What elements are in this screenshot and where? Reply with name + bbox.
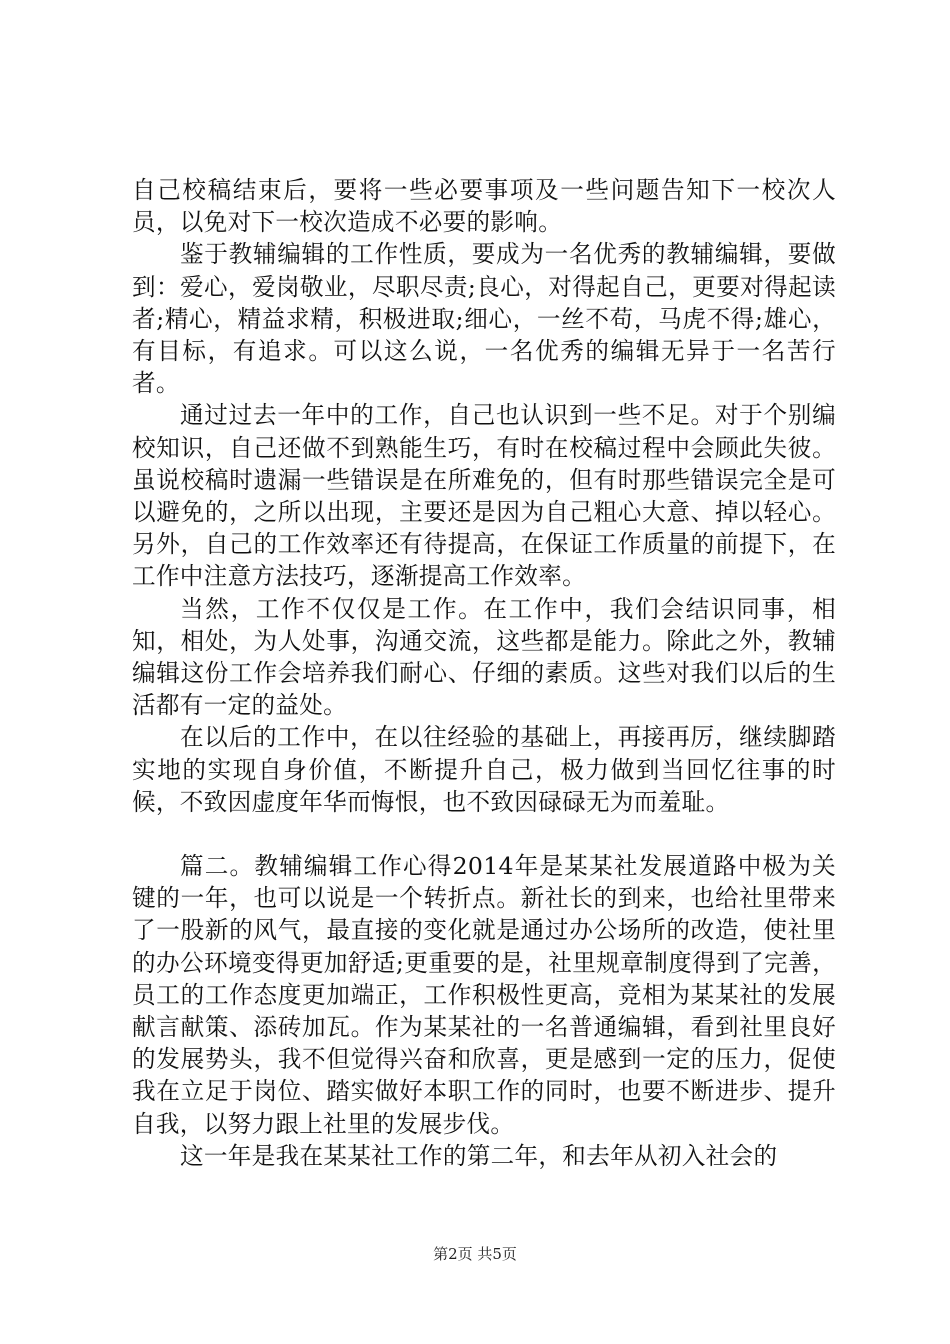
document-body (132, 174, 836, 1172)
paragraph: 在以后的工作中，在以往经验的基础上，再接再厉，继续脚踏实地的实现自身价值，不断提升自己，极力做到当回忆往事的时候，不致因虚度年华而悔恨，也不致因碌碌无为而羞耻。 (132, 723, 836, 816)
paragraph: 通过过去一年中的工作，自己也认识到一些不足。对于个别编校知识，自己还做不到熟能生巧，有时在校稿过程中会顾此失彼。虽说校稿时遗漏一些错误是在所难免的，但有时那些错误完全是可以避免的，之所以出现，主要还是因为自己粗心大意、掉以轻心。另外，自己的工作效率还有待提高，在保证工作质量的前提下，在工作中注意方法技巧，逐渐提高工作效率。 (132, 401, 836, 591)
paragraph: 这一年是我在某某社工作的第二年，和去年从初入社会的 (180, 1141, 778, 1170)
section-gap (132, 818, 836, 850)
page-footer: 第2页 共5页 (433, 1245, 517, 1263)
paragraph-continued: 自己校稿结束后，要将一些必要事项及一些问题告知下一校次人员，以免对下一校次造成不必要的影响。 (132, 176, 836, 237)
section-heading-paragraph: 篇二。教辅编辑工作心得2014年是某某社发展道路中极为关键的一年，也可以说是一个转折点。新社长的到来，也给社里带来了一股新的风气，最直接的变化就是通过办公场所的改造，使社里的办公环境变得更加舒适;更重要的是，社里规章制度得到了完善，员工的工作态度更加端正，工作积极性更高，竞相为某某社的发展献言献策、添砖加瓦。作为某某社的一名普通编辑，看到社里良好的发展势头，我不但觉得兴奋和欣喜，更是感到一定的压力，促使我在立足于岗位、踏实做好本职工作的同时，也要不断进步、提升自我，以努力跟上社里的发展步伐。 (132, 852, 836, 1138)
paragraph: 当然，工作不仅仅是工作。在工作中，我们会结识同事，相知，相处，为人处事，沟通交流，这些都是能力。除此之外，教辅编辑这份工作会培养我们耐心、仔细的素质。这些对我们以后的生活都有一定的益处。 (132, 594, 836, 720)
paragraph: 鉴于教辅编辑的工作性质，要成为一名优秀的教辅编辑，要做到：爱心，爱岗敬业，尽职尽责;良心，对得起自己，更要对得起读者;精心，精益求精，积极进取;细心，一丝不苟，马虎不得;雄心，有目标，有追求。可以这么说，一名优秀的编辑无异于一名苦行者。 (132, 240, 836, 398)
